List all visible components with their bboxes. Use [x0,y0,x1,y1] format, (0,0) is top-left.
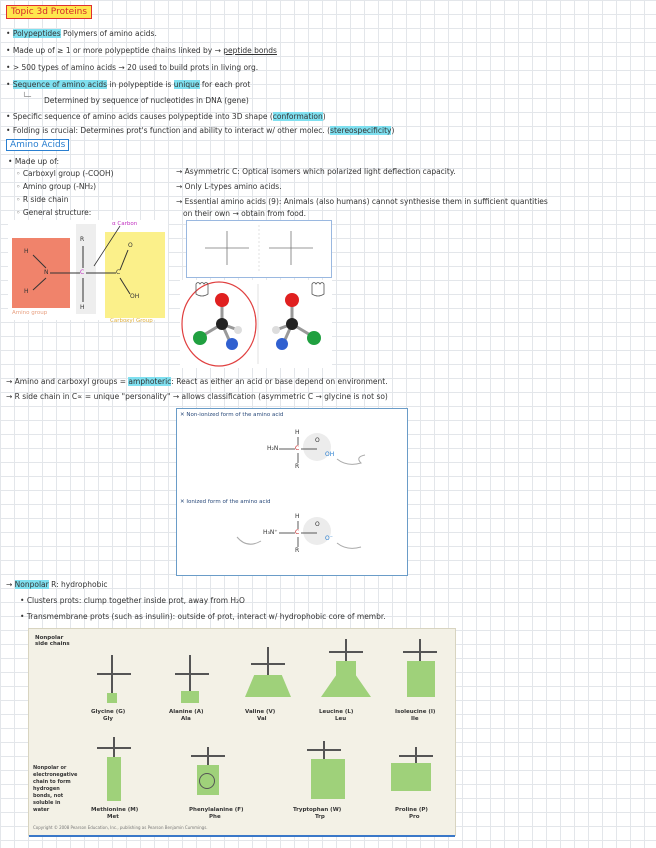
structure-valine [239,639,299,707]
note-l-types: → Only L-types amino acids. [176,182,282,191]
aa-name-2: Valine (V) [245,709,276,715]
list-made-up-of: • Made up of: [8,157,60,166]
note-r-side-chain: → R side chain in C∝ = unique "personality" → allows classification (asymmetric C → glycine is not so) [6,392,388,401]
note-essential-cont: on their own → obtain from food. [183,209,307,218]
carboxyl-group-label: Carboxyl Group [110,318,153,324]
ionized-r: R [295,547,300,554]
structure-isoleucine [391,633,451,707]
aa-abbr-2: Val [257,716,267,722]
conformation-term: conformation [272,112,323,121]
note-types: • > 500 types of amino acids → 20 used to build prots in living org. [6,63,259,72]
nonionized-c: C [295,445,300,452]
aa-name-3: Leucine (L) [319,709,354,715]
note-folding: • Folding is crucial: Determines prot's function and ability to interact w/ other molec. (stereospecificity) [6,126,395,135]
specific-text: Specific sequence of amino acids causes polypeptide into 3D shape ( [12,112,273,121]
clusters-text: Clusters prots: clump together inside prot, away from H₂O [26,596,245,605]
isomer-3d-models [180,280,332,368]
sequence-text: in polypeptide is [107,80,174,89]
nonionized-r: R [295,463,300,470]
fig-h-bottom: H [80,304,85,311]
note-essential: → Essential amino acids (9): Animals (also humans) cannot synthesise them in sufficient quantities [176,197,548,206]
note-specific-sequence: • Specific sequence of amino acids causes polypeptide into 3D shape (conformation) [6,112,326,121]
structure-methionine [89,733,139,803]
asymmetric-text: Asymmetric C: Optical isomers which polarized light deflection capacity. [184,167,456,176]
isomer-structures [187,221,331,277]
structure-tryptophan [295,733,359,803]
fig-n: N [44,269,49,276]
nonionized-caption-text: Non-ionized form of the amino acid [186,412,284,418]
fig-oh: OH [130,293,140,300]
nonpolar-side-chains-figure [28,628,456,836]
ionized-structures [177,409,407,575]
types-text: > 500 types of amino acids → 20 used to build prots in living org. [12,63,259,72]
aa-abbr-8: Pro [409,814,420,820]
note-clusters: • Clusters prots: clump together inside prot, away from H₂O [20,596,245,605]
fig-o: O [128,242,133,249]
aa-abbr-7: Trp [315,814,325,820]
aa-name-0: Glycine (G) [91,709,126,715]
ionized-caption: ✕ Ionized form of the amino acid [180,499,271,505]
ionized-forms-figure [176,408,408,576]
amphoteric-text-end: : React as either an acid or base depend on environment. [171,377,388,386]
amino-group-label: Amino group [12,310,48,316]
made-up-text: Made up of ≥ 1 or more polypeptide chains linked by → [12,46,224,55]
ionized-o: O [315,521,320,528]
nonpolar-text: R: hydrophobic [48,580,108,589]
essential-text: Essential amino acids (9): Animals (also humans) cannot synthesise them in sufficient quantities [184,197,548,206]
aa-name-6: Phenylalanine (F) [189,807,244,813]
fig-h-n-bottom: H [24,288,29,295]
fig-c-carboxyl: C [116,269,121,276]
specific-text-end: ) [322,112,326,121]
aa-abbr-1: Ala [181,716,191,722]
aa-abbr-4: Ile [411,716,419,722]
isomer-3d-figure [180,280,332,368]
general-structure-figure [8,220,168,324]
ionized-h-top: H [295,513,300,520]
note-dna: Determined by sequence of nucleotides in DNA (gene) [44,96,249,105]
folding-text: Folding is crucial: Determines prot's function and ability to interact w/ other molec. ( [12,126,331,135]
r-side-item: R side chain [22,195,69,204]
aa-abbr-5: Met [107,814,119,820]
note-asymmetric: → Asymmetric C: Optical isomers which polarized light deflection capacity. [176,167,456,176]
aa-name-5: Methionine (M) [91,807,139,813]
amphoteric-term: amphoteric [128,377,172,386]
structure-proline [387,733,447,803]
structure-alanine [169,647,219,707]
amino-item: Amino group (-NH₂) [22,182,97,191]
fig-h-n-top: H [24,248,29,255]
sequence-text-end: for each prot [199,80,251,89]
list-carboxyl: ◦ Carboxyl group (-COOH) [16,169,114,178]
polypeptides-def: Polymers of amino acids. [60,29,157,38]
fig-h-top: R [80,236,85,243]
list-r-side: ◦ R side chain [16,195,69,204]
note-transmembrane: • Transmembrane prots (such as insulin): outside of prot, interact w/ hydrophobic core of membr. [20,612,386,621]
copyright-note: Copyright © 2008 Pearson Education, Inc., publishing as Pearson Benjamin Cummings. [33,825,208,830]
aa-abbr-0: Gly [103,716,113,722]
page-title: Topic 3d Proteins [6,5,92,19]
carboxyl-item: Carboxyl group (-COOH) [22,169,114,178]
optical-isomers-figure [186,220,332,278]
branch-arrow: └─ [22,92,32,101]
aa-name-8: Proline (P) [395,807,428,813]
peptide-bonds-term: peptide bonds [223,46,277,55]
aa-abbr-6: Phe [209,814,221,820]
nonpolar-header: Nonpolar side chains [35,635,70,647]
general-structure-item: General structure: [22,208,92,217]
r-side-chain-text: R side chain in C∝ = unique "personality" → allows classification (asymmetric C → glycine is not so) [14,392,388,401]
nonionized-h-top: H [295,429,300,436]
fig-c-alpha: C [80,269,85,276]
stereospecificity-term: stereospecificity [330,126,392,135]
oh-label: OH [325,451,335,458]
note-nonpolar: → Nonpolar R: hydrophobic [6,580,108,589]
list-amino: ◦ Amino group (-NH₂) [16,182,97,191]
ionized-caption-text: Ionized form of the amino acid [186,499,271,505]
aa-name-1: Alanine (A) [169,709,204,715]
section-heading-amino-acids: Amino Acids [6,139,69,151]
structure-phenylalanine [179,733,239,803]
list-general-structure: ◦ General structure: [16,208,92,217]
aa-abbr-3: Leu [335,716,347,722]
transmembrane-text: Transmembrane prots (such as insulin): outside of prot, interact w/ hydrophobic core of membr. [26,612,386,621]
sequence-term: Sequence of amino acids [12,80,107,89]
l-types-text: Only L-types amino acids. [184,182,282,191]
nonionized-caption: ✕ Non-ionized form of the amino acid [180,412,284,418]
general-structure-bonds [8,220,168,320]
aa-name-7: Tryptophan (W) [293,807,342,813]
ionized-c: C [295,529,300,536]
note-polypeptides: • Polypeptides Polymers of amino acids. [6,29,157,38]
h2n-label: H₂N [267,445,279,452]
nonionized-o: O [315,437,320,444]
folding-text-end: ) [391,126,395,135]
nonpolar-term: Nonpolar [14,580,49,589]
nonpolar-side-note: Nonpolar or electronegative chain to form hydrogen bonds, not soluble in water [33,765,78,813]
polypeptides-term: Polypeptides [12,29,61,38]
made-up-of-label: Made up of: [14,157,60,166]
note-made-up: • Made up of ≥ 1 or more polypeptide chains linked by → peptide bonds [6,46,277,55]
note-sequence: • Sequence of amino acids in polypeptide is unique for each prot [6,80,251,89]
figure-bottom-rule [29,835,455,837]
o-minus-label: O⁻ [325,535,333,542]
alpha-carbon-label: α Carbon [112,221,138,227]
aa-name-4: Isoleucine (I) [395,709,436,715]
structure-leucine [317,633,377,707]
note-amphoteric: → Amino and carboxyl groups = amphoteric: React as either an acid or base depend on environment. [6,377,388,386]
h3n-label: H₃N⁺ [263,529,278,536]
unique-term: unique [173,80,200,89]
structure-glycine [91,647,141,707]
amphoteric-text: Amino and carboxyl groups = [14,377,129,386]
